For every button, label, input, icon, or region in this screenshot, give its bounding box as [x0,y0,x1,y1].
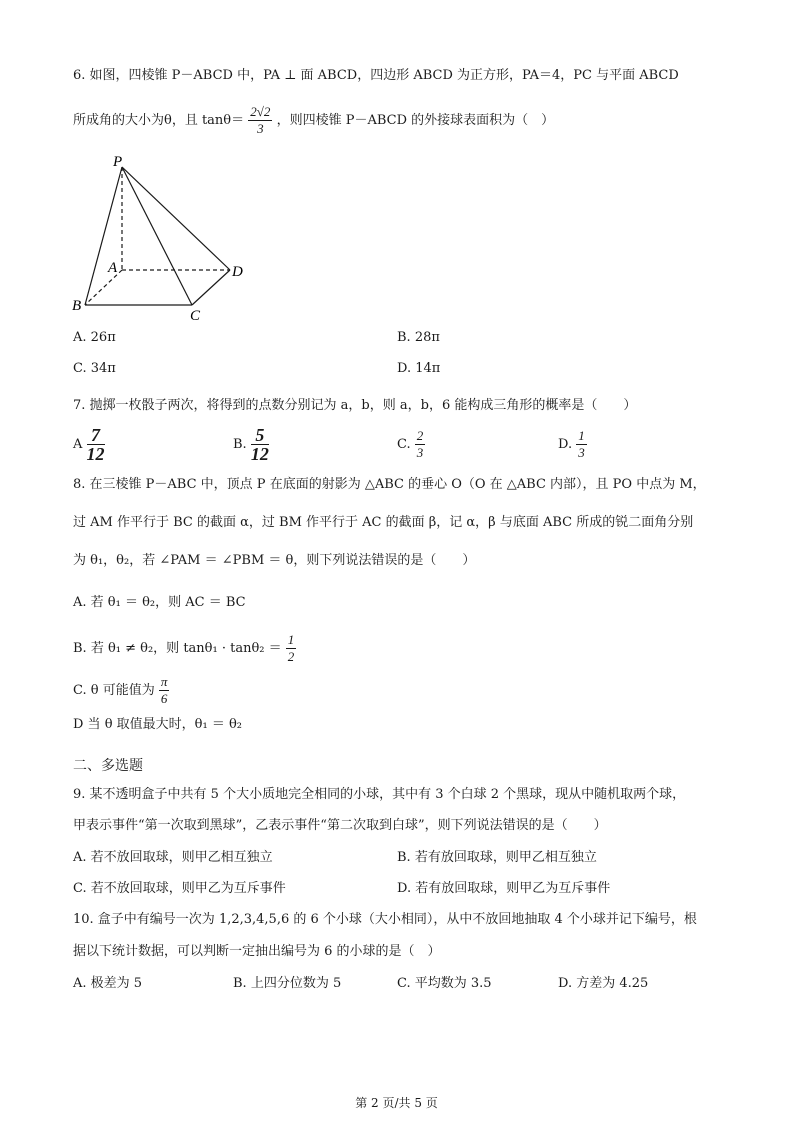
q7-option-b [233,426,269,463]
label-D: D [232,264,243,280]
q6-stem-line2 [73,104,554,137]
q7-option-a [73,426,105,463]
q8-option-c-text: C. θ 可能值为 [73,683,155,698]
q10-option-d: D. 方差为 4.25 [558,976,649,991]
label-A: A [108,260,118,276]
q7-a-den: 12 [86,444,105,464]
q8-b-num: 1 [287,632,295,647]
q7-option-c-label: C. [397,437,411,452]
q8-stem-line3: 为 θ₁，θ₂，若 ∠PAM ＝ ∠PBM ＝ θ，则下列说法错误的是（ ） [73,553,476,568]
q6-pyramid-figure [70,150,260,325]
q7-option-d [558,428,587,461]
q8-option-b [73,632,296,665]
q8-stem-line1: 8. 在三棱锥 P－ABC 中，顶点 P 在底面的射影为 △ABC 的垂心 O（O 在 △ABC 内部），且 PO 中点为 M， [73,477,706,492]
q7-d-den: 3 [578,445,585,460]
label-B: B [72,298,82,314]
q7-option-d-fraction [576,428,587,461]
q9-option-b: B. 若有放回取球，则甲乙相互独立 [397,850,597,865]
q8-option-a: A. 若 θ₁ ＝ θ₂，则 AC ＝ BC [73,595,246,610]
q9-option-d: D. 若有放回取球，则甲乙为互斥事件 [397,881,611,896]
q6-stem-line2-post: ，则四棱锥 P－ABCD 的外接球表面积为（ ） [276,113,555,128]
q6-stem-line2-pre: 所成角的大小为θ，且 tanθ＝ [73,113,245,128]
q8-b-den: 2 [287,649,295,664]
q7-option-a-label: A [73,437,83,452]
q6-stem-line1: 6. 如图，四棱锥 P－ABCD 中，PA ⊥ 面 ABCD，四边形 ABCD 为正方形，PA＝4，PC 与平面 ABCD [73,68,679,83]
q8-option-d: D 当 θ 取值最大时，θ₁ ＝ θ₂ [73,717,242,732]
q9-option-a: A. 若不放回取球，则甲乙相互独立 [73,850,273,865]
q8-option-b-fraction [286,632,297,665]
q8-option-b-text: B. 若 θ₁ ≠ θ₂，则 tanθ₁ · tanθ₂ ＝ [73,641,282,656]
q8-stem-line2: 过 AM 作平行于 BC 的截面 α，过 BM 作平行于 AC 的截面 β，记 α，β 与底面 ABC 所成的锐二面角分别 [73,515,694,530]
q8-option-c [73,674,169,707]
q8-c-num: π [160,674,168,689]
q10-stem-line2: 据以下统计数据，可以判断一定抽出编号为 6 的小球的是（ ） [73,944,441,959]
q7-c-num: 2 [416,428,424,443]
q6-tan-fraction [248,104,272,137]
q6-option-d: D. 14π [397,361,441,376]
q10-stem-line1: 10. 盒子中有编号一次为 1,2,3,4,5,6 的 6 个小球（大小相同），从中不放回地抽取 4 个小球并记下编号，根 [73,912,697,927]
edge-PB [85,167,122,305]
q8-option-c-fraction [159,674,170,707]
q7-b-den: 12 [250,444,269,464]
q6-frac-num: 2√2 [250,104,271,119]
q9-stem-line1: 9. 某不透明盒子中共有 5 个大小质地完全相同的小球，其中有 3 个白球 2 个黑球，现从中随机取两个球， [73,787,686,802]
q6-option-c: C. 34π [73,361,116,376]
q7-option-a-fraction [87,426,105,463]
q6-frac-den: 3 [257,121,264,136]
q6-option-b: B. 28π [397,330,440,345]
q6-option-a: A. 26π [73,330,116,345]
q7-c-den: 3 [416,445,424,460]
q7-option-b-label: B. [233,437,247,452]
label-P: P [113,154,123,170]
q8-c-den: 6 [160,691,168,706]
q7-d-num: 1 [578,428,585,443]
section-title-multi-choice: 二、多选题 [73,758,143,774]
q7-option-b-fraction [251,426,269,463]
page-footer: 第 2 页/共 5 页 [355,1096,438,1110]
q7-option-c [397,428,425,461]
edge-PD [122,167,230,270]
q7-option-d-label: D. [558,437,573,452]
q9-stem-line2: 甲表示事件“第一次取到黑球”，乙表示事件“第二次取到白球”，则下列说法错误的是（ ） [73,818,607,833]
q10-option-a: A. 极差为 5 [73,976,143,991]
q7-option-c-fraction [415,428,426,461]
q9-option-c: C. 若不放回取球，则甲乙为互斥事件 [73,881,286,896]
label-C: C [190,308,201,324]
edge-PC [122,167,192,305]
edge-CD [192,270,230,305]
q10-option-c: C. 平均数为 3.5 [397,976,492,991]
q10-option-b: B. 上四分位数为 5 [233,976,342,991]
q7-a-num: 7 [87,426,105,445]
q7-b-num: 5 [251,426,269,445]
q7-stem: 7. 抛掷一枚骰子两次，将得到的点数分别记为 a，b，则 a，b，6 能构成三角形的概率是（ ） [73,398,637,413]
